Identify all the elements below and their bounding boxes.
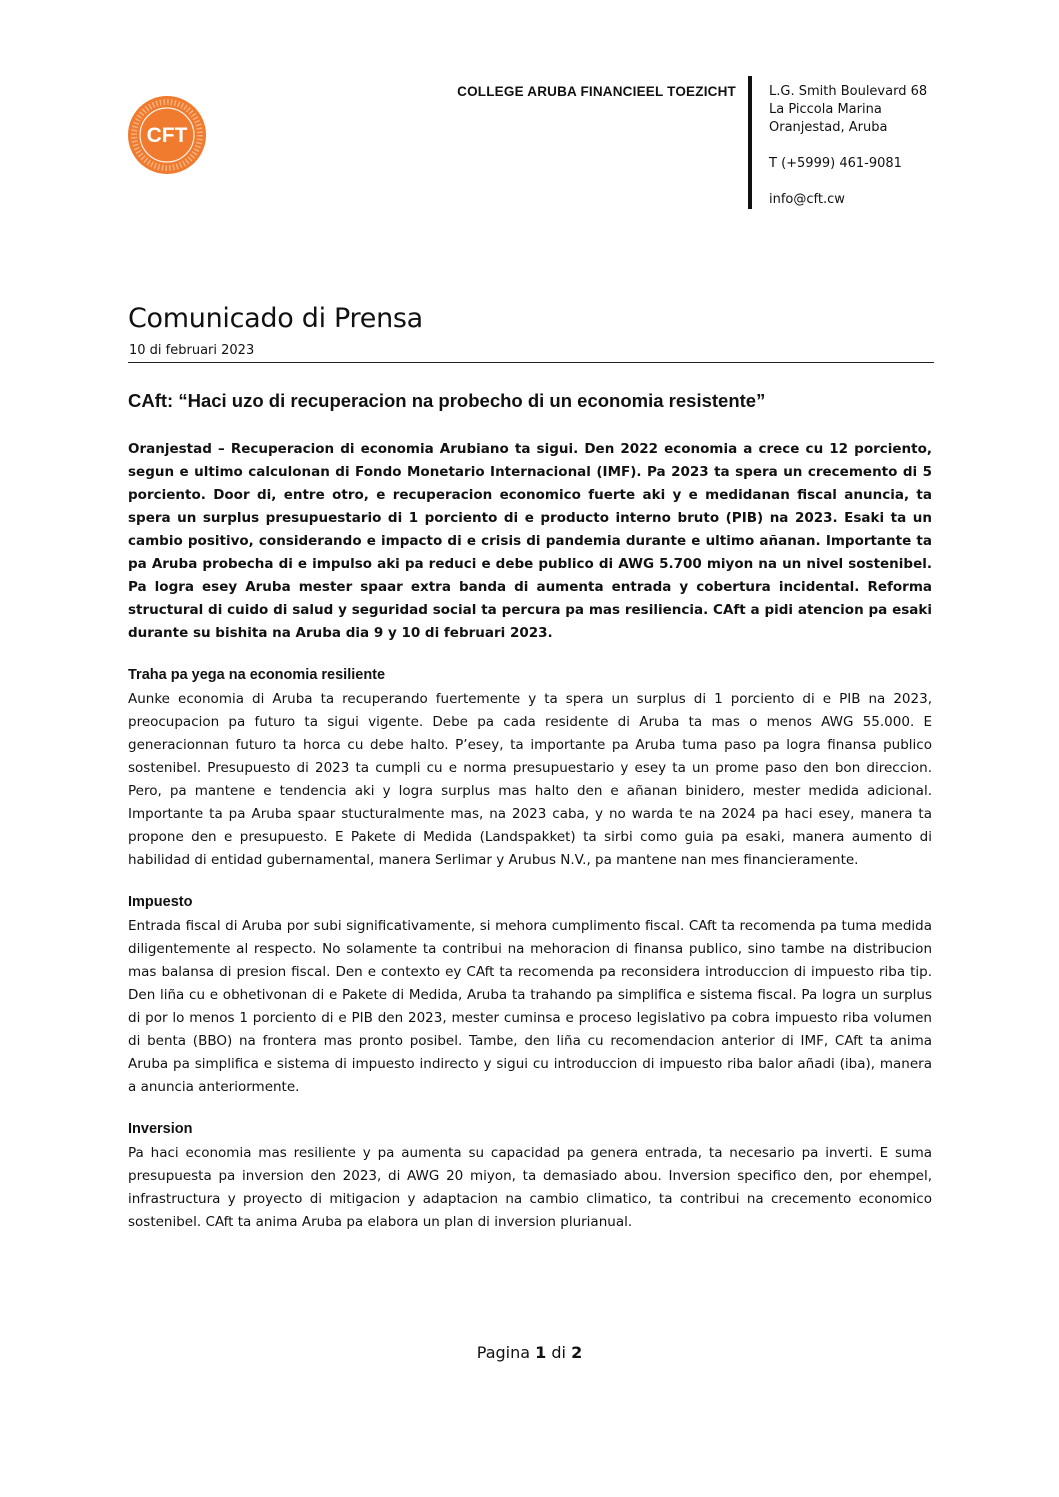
document-title: Comunicado di Prensa bbox=[128, 303, 423, 334]
address-line-marina: La Piccola Marina bbox=[769, 102, 882, 117]
section-body-impuesto: Entrada fiscal di Aruba por subi significativamente, si mehora cumplimento fiscal. CAft ta recomenda pa tuma medida diligentemente al respecto. No solamente ta contribui na mehoracion di finansa publico, sino tambe na distribucion mas balansa di presion fiscal. Den e contexto ey CAft ta recomenda pa reconsidera introduccion di impuesto riba tip. Den liña cu e obhetivonan di e Pakete di Medida, Aruba ta trahando pa simplifica e sistema fiscal. Pa logra un surplus di por lo menos 1 porciento di e PIB den 2023, mester cuminsa e proceso legislativo pa cobra impuesto riba volumen di benta (BBO) na frontera mas pronto posibel. Tambe, den liña cu recomendacion anterior di IMF, CAft ta anima Aruba pa simplifica e sistema di impuesto indirecto y sigui cu introduccion di impuesto riba balor añadi (iba), manera a anuncia anteriormente. bbox=[128, 918, 932, 1095]
logo-text: CFT bbox=[146, 124, 188, 147]
address-line-street: L.G. Smith Boulevard 68 bbox=[769, 84, 928, 99]
page-label: Pagina bbox=[476, 1343, 531, 1362]
phone-number: T (+5999) 461-9081 bbox=[769, 156, 902, 171]
section-heading-inversion: Inversion bbox=[128, 1121, 193, 1137]
email-address[interactable]: info@cft.cw bbox=[769, 192, 845, 207]
page-total: 2 bbox=[571, 1343, 583, 1362]
press-headline: CAft: “Haci uzo di recuperacion na probecho di un economia resistente” bbox=[128, 390, 766, 411]
section-heading-impuesto: Impuesto bbox=[128, 894, 193, 910]
cft-logo bbox=[127, 95, 207, 175]
page-current: 1 bbox=[535, 1343, 547, 1362]
address-line-city: Oranjestad, Aruba bbox=[769, 120, 888, 135]
cft-logo-icon bbox=[127, 95, 207, 175]
address-block bbox=[769, 83, 927, 209]
header-divider bbox=[748, 76, 752, 209]
page-of: di bbox=[551, 1343, 566, 1362]
page-footer bbox=[0, 1343, 1059, 1362]
section-body-economia: Aunke economia di Aruba ta recuperando fuertemente y ta spera un surplus di 1 porciento di e PIB na 2023, preocupacion pa futuro ta sigui vigente. Debe pa cada residente di Aruba ta mas o menos AWG 55.000. E generacionnan futuro ta horca cu debe halto. P’esey, ta importante pa Aruba tuma paso pa logra finansa publico sostenibel. Presupuesto di 2023 ta cumpli cu e norma presupuestario y esey ta un prome paso den bon direccion. Pero, pa mantene e tendencia aki y logra surplus mas halto den e añanan binidero, mester medida adicional. Importante ta pa Aruba spaar stucturalmente mas, na 2023 caba, y no warda te na 2024 pa haci esey, manera ta propone den e presupuesto. E Pakete di Medida (Landspakket) ta sirbi como guia pa esaki, manera aumento di habilidad di entidad gubernamental, manera Serlimar y Arubus N.V., pa mantene nan mes financieramente. bbox=[128, 691, 932, 868]
document-date: 10 di februari 2023 bbox=[129, 343, 255, 358]
document-body bbox=[128, 438, 932, 1234]
lead-paragraph: Oranjestad – Recuperacion di economia Arubiano ta sigui. Den 2022 economia a crece cu 12 porciento, segun e ultimo calculonan di Fondo Monetario Internacional (IMF). Pa 2023 ta spera un crecemento di 5 porciento. Door di, entre otro, e recuperacion economico fuerte aki y e medidanan fiscal anuncia, ta spera un surplus presupuestario di 1 porciento di e producto interno bruto (PIB) na 2023. Esaki ta un cambio positivo, considerando e impacto di e crisis di pandemia durante e ultimo añanan. Importante ta pa Aruba probecha di e impulso aki pa reduci e debe publico di AWG 5.700 miyon na un nivel sostenibel. Pa logra esey Aruba mester spaar extra banda di aumenta entrada y cobertura incidental. Reforma structural di cuido di salud y seguridad social ta percura pa mas resiliencia. CAft a pidi atencion pa esaki durante su bishita na Aruba dia 9 y 10 di februari 2023. bbox=[128, 441, 932, 641]
organization-name: COLLEGE ARUBA FINANCIEEL TOEZICHT bbox=[457, 84, 736, 99]
section-heading-economia: Traha pa yega na economia resiliente bbox=[128, 667, 386, 683]
section-body-inversion: Pa haci economia mas resiliente y pa aumenta su capacidad pa genera entrada, ta necesario pa inverti. E suma presupuesta pa inversion den 2023, di AWG 20 miyon, ta demasiado abou. Inversion specifico den, por ehempel, infrastructura y proyecto di mitigacion y adaptacion na cambio climatico, ta contribui na crecemento economico sostenibel. CAft ta anima Aruba pa elabora un plan di inversion plurianual. bbox=[128, 1145, 932, 1230]
title-rule bbox=[128, 362, 934, 363]
